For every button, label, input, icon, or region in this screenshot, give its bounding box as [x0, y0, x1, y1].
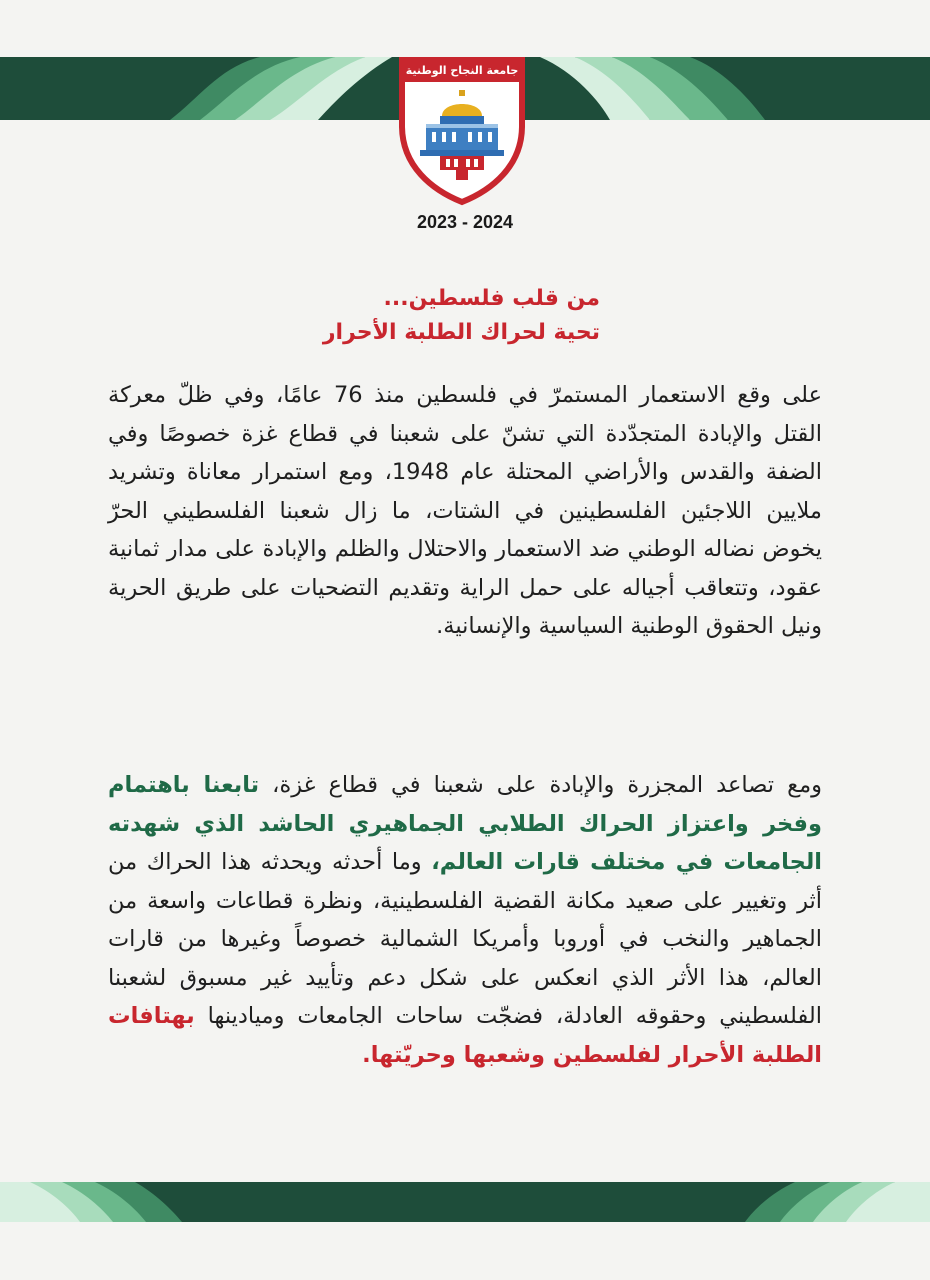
paragraph-2-body: وما أحدثه ويحدثه هذا الحراك من أثر وتغيير على صعيد مكانة القضية الفلسطينية، ونظرة قطاعات واسعة من الجماهير والنخب في أوروبا وأمريكا الشمالية خصوصاً وغيرها من قارات العالم، هذا الأثر الذي انعكس على شكل دعم وتأييد غير مسبوق لشعبنا الفلسطيني وحقوقه العادلة، فضجّت ساحات الجامعات وميادينها — [108, 849, 822, 1029]
paragraph-2-intro: ومع تصاعد المجزرة والإبادة على شعبنا في قطاع غزة، — [259, 772, 822, 798]
academic-year: 2023 - 2024 — [416, 212, 514, 232]
university-logo — [396, 56, 528, 206]
paragraph-1: على وقع الاستعمار المستمرّ في فلسطين منذ 76 عامًا، وفي ظلّ معركة القتل والإبادة المتجدّدة التي تشنّ على شعبنا في قطاع غزة خصوصًا وفي الضفة والقدس والأراضي المحتلة عام 1948، ومع استمرار معاناة وتشريد ملايين اللاجئين الفلسطينين في الشتات، ما زال شعبنا الفلسطيني الحرّ يخوض نضاله الوطني ضد الاستعمار والاحتلال والظلم والإبادة على مدار ثمانية عقود، وتتعاقب أجياله على حمل الراية وتقديم التضحيات على طريق الحرية ونيل الحقوق الوطنية السياسية والإنسانية. — [108, 382, 823, 639]
wave-decoration-bottom-right — [0, 1182, 930, 1222]
university-name: جامعة النجاح الوطنية — [405, 64, 519, 77]
paragraph-2-highlight-green: تابعنا باهتمام وفخر واعتزاز الحراك الطلابي الجماهيري الحاشد الذي شهدته الجامعات في مختلف قارات العالم، — [108, 772, 822, 875]
headline-line-2: تحية لحراك الطلبة الأحرار — [322, 320, 600, 345]
headline-line-1: من قلب فلسطين... — [383, 286, 600, 311]
dome-of-the-rock-emblem — [396, 56, 528, 206]
paragraph-2-highlight-red: بهتافات الطلبة الأحرار لفلسطين وشعبها وحريّتها. — [108, 1003, 822, 1068]
paragraph-2 — [108, 766, 822, 1074]
headline — [100, 282, 600, 350]
footer-band — [0, 1182, 930, 1222]
